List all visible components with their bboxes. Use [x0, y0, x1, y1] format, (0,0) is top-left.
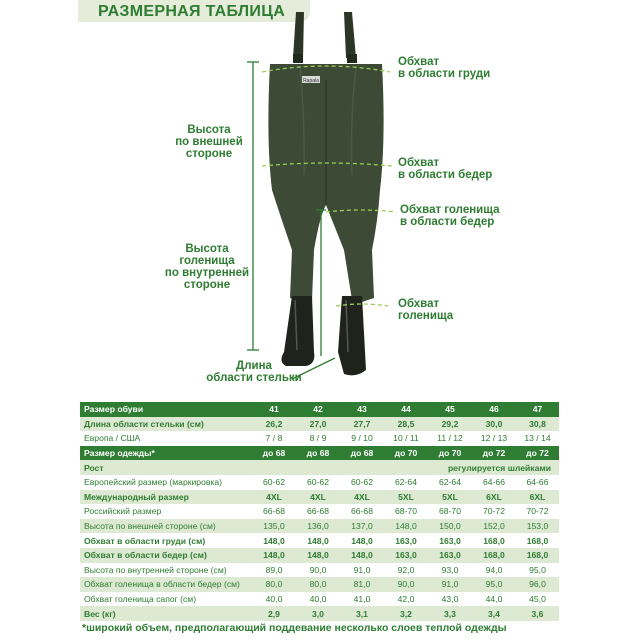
table-cell: 10 / 11	[384, 431, 428, 446]
table-cell: 64-66	[472, 475, 516, 490]
table-cell: 43	[340, 402, 384, 417]
table-row	[80, 402, 559, 417]
brand-logo-text: Rapala	[303, 78, 319, 84]
table-cell: 148,0	[252, 533, 296, 548]
table-row	[80, 606, 559, 621]
table-cell: 81,0	[340, 577, 384, 592]
table-cell: 137,0	[340, 519, 384, 534]
table-cell: 28,5	[384, 417, 428, 432]
table-cell: 43,0	[428, 592, 472, 607]
table-cell: 44	[384, 402, 428, 417]
measure-height-inner	[316, 210, 326, 356]
table-cell: 4XL	[252, 490, 296, 505]
table-cell: 153,0	[516, 519, 559, 534]
row-span-value: регулируется шлейками	[252, 460, 559, 475]
table-cell: 94,0	[472, 563, 516, 578]
row-label: Российский размер	[80, 504, 252, 519]
footnote: *широкий объем, предполагающий поддевание несколько слоев теплой одежды	[82, 622, 507, 634]
table-cell: 7 / 8	[252, 431, 296, 446]
table-cell: до 68	[252, 446, 296, 461]
table-cell: 66-68	[340, 504, 384, 519]
table-cell: 3,6	[516, 606, 559, 621]
table-cell: 4XL	[296, 490, 340, 505]
table-cell: 11 / 12	[428, 431, 472, 446]
table-cell: 168,0	[516, 533, 559, 548]
table-cell: 62-64	[428, 475, 472, 490]
label-boot: Обхват голенища	[398, 298, 454, 322]
table-cell: 44,0	[472, 592, 516, 607]
row-label: Международный размер	[80, 490, 252, 505]
table-cell: 70-72	[472, 504, 516, 519]
table-cell: 90,0	[296, 563, 340, 578]
table-cell: 168,0	[472, 548, 516, 563]
table-cell: 163,0	[428, 533, 472, 548]
table-cell: 91,0	[340, 563, 384, 578]
table-cell: 5XL	[428, 490, 472, 505]
table-cell: 46	[472, 402, 516, 417]
table-cell: 148,0	[384, 519, 428, 534]
table-cell: 148,0	[296, 533, 340, 548]
row-label: Обхват в области груди (см)	[80, 533, 252, 548]
label-chest: Обхват в области груди	[398, 56, 491, 80]
label-boot-thigh: Обхват голенища в области бедер	[400, 204, 500, 228]
row-label: Высота по внешней стороне (см)	[80, 519, 252, 534]
table-cell: 68-70	[384, 504, 428, 519]
table-cell: 60-62	[296, 475, 340, 490]
table-cell: 163,0	[428, 548, 472, 563]
table-cell: 168,0	[472, 533, 516, 548]
table-cell: 163,0	[384, 548, 428, 563]
table-cell: 3,4	[472, 606, 516, 621]
row-label: Рост	[80, 460, 252, 475]
table-cell: 135,0	[252, 519, 296, 534]
table-cell: 30,0	[472, 417, 516, 432]
table-cell: 40,0	[296, 592, 340, 607]
table-cell: до 72	[472, 446, 516, 461]
table-cell: 4XL	[340, 490, 384, 505]
table-cell: 168,0	[516, 548, 559, 563]
table-cell: 91,0	[428, 577, 472, 592]
table-cell: 47	[516, 402, 559, 417]
table-row	[80, 533, 559, 548]
table-cell: до 70	[428, 446, 472, 461]
table-cell: 148,0	[296, 548, 340, 563]
table-cell: 89,0	[252, 563, 296, 578]
table-row	[80, 519, 559, 534]
table-cell: 152,0	[472, 519, 516, 534]
table-cell: 163,0	[384, 533, 428, 548]
left-boot	[281, 296, 314, 366]
row-label: Размер одежды*	[80, 446, 252, 461]
table-cell: 80,0	[252, 577, 296, 592]
table-cell: 29,2	[428, 417, 472, 432]
table-cell: 12 / 13	[472, 431, 516, 446]
table-cell: 41,0	[340, 592, 384, 607]
row-label: Вес (кг)	[80, 606, 252, 621]
table-cell: 68-70	[428, 504, 472, 519]
table-cell: 45,0	[516, 592, 559, 607]
table-cell: 60-62	[340, 475, 384, 490]
table-row	[80, 446, 559, 461]
row-label: Европа / США	[80, 431, 252, 446]
row-label: Длина области стельки (см)	[80, 417, 252, 432]
row-label: Европейский размер (маркировка)	[80, 475, 252, 490]
size-table	[80, 402, 559, 621]
table-cell: 27,7	[340, 417, 384, 432]
table-cell: 6XL	[516, 490, 559, 505]
table-row	[80, 577, 559, 592]
table-cell: 3,1	[340, 606, 384, 621]
table-cell: до 72	[516, 446, 559, 461]
row-label: Размер обуви	[80, 402, 252, 417]
table-cell: до 68	[296, 446, 340, 461]
table-cell: до 70	[384, 446, 428, 461]
table-cell: до 68	[340, 446, 384, 461]
table-cell: 90,0	[384, 577, 428, 592]
table-cell: 30,8	[516, 417, 559, 432]
table-cell: 3,3	[428, 606, 472, 621]
table-row	[80, 475, 559, 490]
table-cell: 60-62	[252, 475, 296, 490]
right-strap	[344, 12, 356, 58]
row-label: Высота по внутренней стороне (см)	[80, 563, 252, 578]
table-body	[80, 402, 559, 621]
table-cell: 27,0	[296, 417, 340, 432]
row-label: Обхват в области бедер (см)	[80, 548, 252, 563]
table-cell: 148,0	[340, 533, 384, 548]
table-row	[80, 431, 559, 446]
table-cell: 92,0	[384, 563, 428, 578]
table-row	[80, 504, 559, 519]
table-row	[80, 490, 559, 505]
table-cell: 66-68	[296, 504, 340, 519]
table-row	[80, 460, 559, 475]
table-row	[80, 592, 559, 607]
table-cell: 41	[252, 402, 296, 417]
table-cell: 64-66	[516, 475, 559, 490]
table-cell: 96,0	[516, 577, 559, 592]
table-cell: 3,0	[296, 606, 340, 621]
table-cell: 42	[296, 402, 340, 417]
table-cell: 8 / 9	[296, 431, 340, 446]
table-cell: 6XL	[472, 490, 516, 505]
row-label: Обхват голенища сапог (см)	[80, 592, 252, 607]
table-cell: 136,0	[296, 519, 340, 534]
table-row	[80, 548, 559, 563]
page-title: РАЗМЕРНАЯ ТАБЛИЦА	[98, 3, 286, 20]
label-height-outer: Высота по внешней стороне	[175, 124, 243, 160]
table-cell: 148,0	[252, 548, 296, 563]
left-strap	[293, 12, 304, 58]
table-cell: 5XL	[384, 490, 428, 505]
table-cell: 150,0	[428, 519, 472, 534]
label-hips: Обхват в области бедер	[398, 157, 493, 181]
table-cell: 93,0	[428, 563, 472, 578]
table-row	[80, 417, 559, 432]
label-insole: Длина области стельки	[206, 360, 302, 384]
table-cell: 95,0	[516, 563, 559, 578]
table-cell: 45	[428, 402, 472, 417]
measure-height-outer	[247, 62, 259, 350]
table-cell: 3,2	[384, 606, 428, 621]
table-cell: 42,0	[384, 592, 428, 607]
table-cell: 9 / 10	[340, 431, 384, 446]
table-cell: 40,0	[252, 592, 296, 607]
table-cell: 66-68	[252, 504, 296, 519]
table-cell: 80,0	[296, 577, 340, 592]
table-cell: 2,9	[252, 606, 296, 621]
right-boot	[338, 296, 366, 375]
table-cell: 62-64	[384, 475, 428, 490]
row-label: Обхват голенища в области бедер (см)	[80, 577, 252, 592]
table-cell: 13 / 14	[516, 431, 559, 446]
table-cell: 148,0	[340, 548, 384, 563]
label-height-inner: Высота голенища по внутренней стороне	[164, 243, 250, 291]
table-cell: 70-72	[516, 504, 559, 519]
table-cell: 95,0	[472, 577, 516, 592]
table-row	[80, 563, 559, 578]
table-cell: 26,2	[252, 417, 296, 432]
